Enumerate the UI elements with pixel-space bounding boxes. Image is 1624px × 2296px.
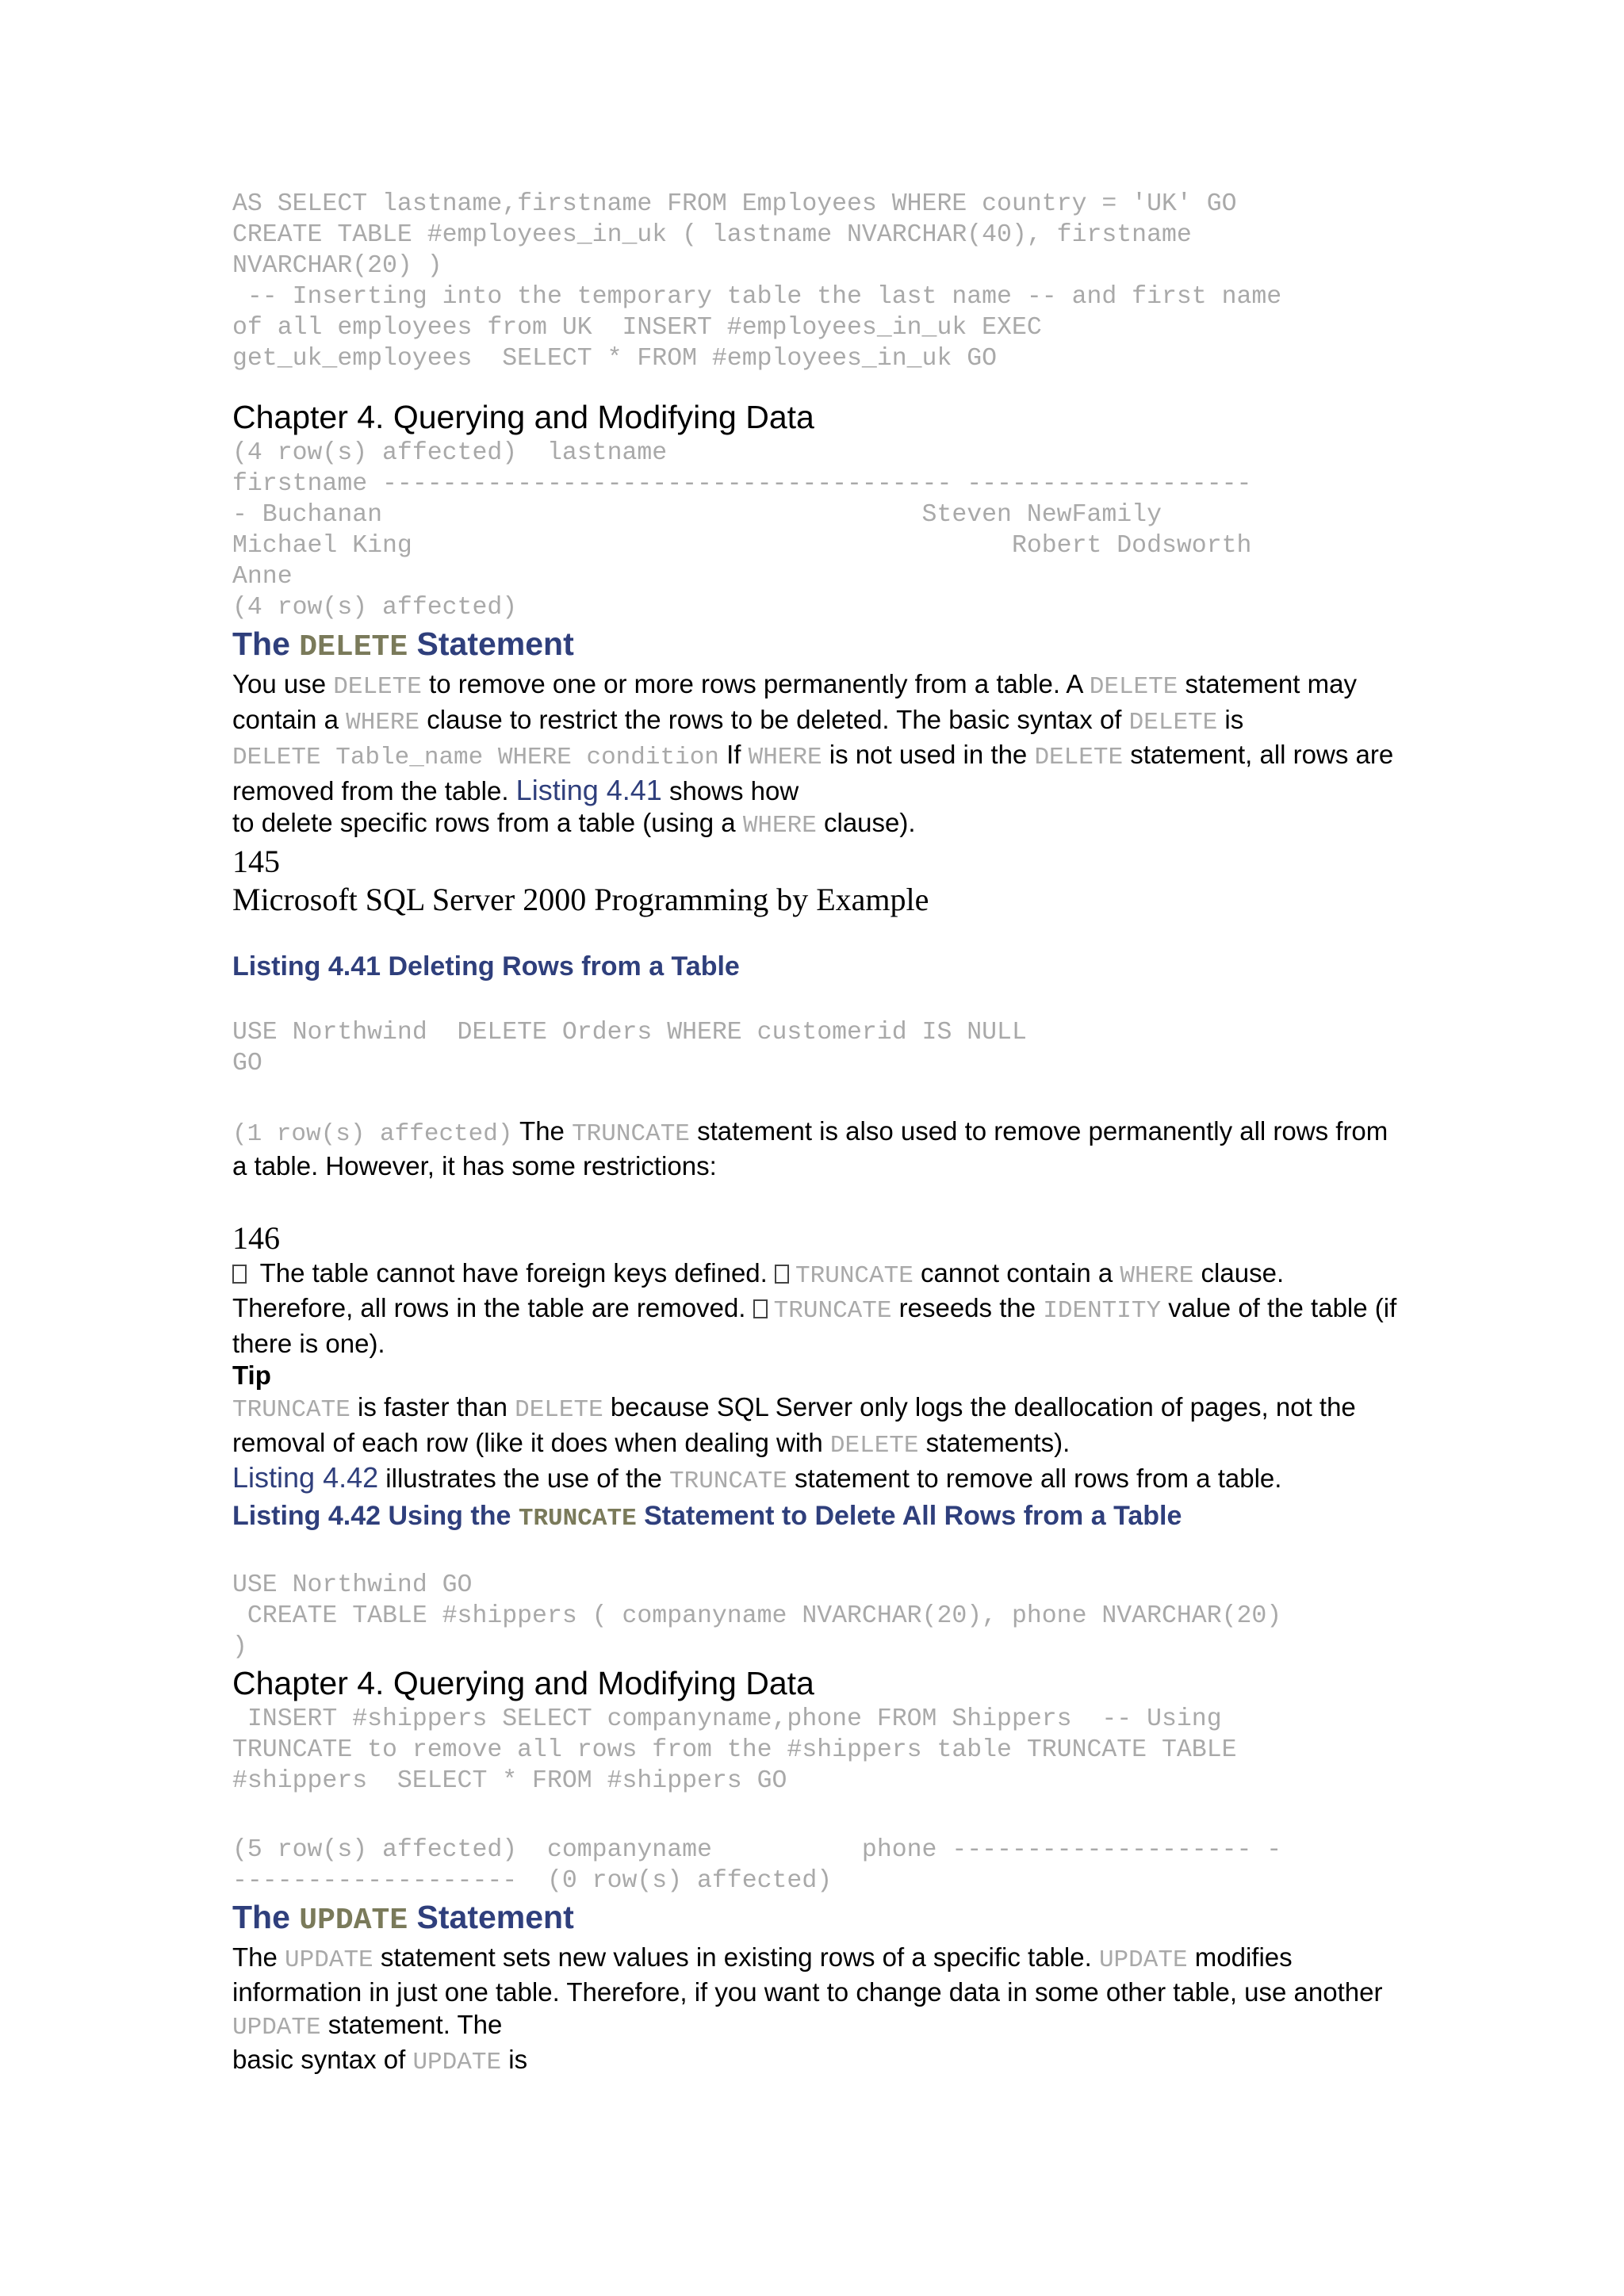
listing-4-42-code: USE Northwind GO CREATE TABLE #shippers ( companyname NVARCHAR(20), phone NVARCHAR(20) ): [232, 1571, 1282, 1661]
truncate-intro: (1 row(s) affected) The TRUNCATE statement is also used to remove permanently all rows from a table. However, it has some restrictions:: [232, 1115, 1388, 1181]
listing-4-42-link[interactable]: Listing 4.42: [232, 1461, 379, 1494]
chapter-header: Chapter 4. Querying and Modifying Data: [232, 1664, 814, 1701]
bullet-box-icon: [753, 1299, 768, 1318]
document-page: [232, 189, 1398, 2080]
bullet-box-icon: [232, 1265, 247, 1284]
chapter-header: Chapter 4. Querying and Modifying Data: [232, 399, 814, 435]
book-title: Microsoft SQL Server 2000 Programming by Example: [232, 881, 929, 917]
page-number: 145: [232, 843, 280, 879]
tip-text: TRUNCATE is faster than DELETE because SQL Server only logs the deallocation of pages, not the removal of each row (like it does when dealing with DELETE statements).: [232, 1392, 1356, 1460]
listing-4-41-link[interactable]: Listing 4.41: [515, 773, 662, 806]
listing-4-42-title: Listing 4.42 Using the TRUNCATE Statement to Delete All Rows from a Table: [232, 1500, 1182, 1533]
bullet-box-icon: [775, 1265, 789, 1284]
listing-4-41-code: USE Northwind DELETE Orders WHERE customerid IS NULL GO: [232, 1018, 1027, 1077]
listing-4-41-title: Listing 4.41 Deleting Rows from a Table: [232, 951, 740, 982]
delete-paragraph: You use DELETE to remove one or more rows permanently from a table. A DELETE statement may contain a WHERE clause to restrict the rows to be deleted. The basic syntax of DELETE is DELETE Table_name WHERE condition If WHERE is not used in the DELETE statement, all rows are removed from the table. Listing 4.41 shows how to delete specific rows from a table (using a WHERE clause).: [232, 669, 1394, 840]
update-section-title: The UPDATE Statement: [232, 1898, 574, 1938]
update-paragraph: The UPDATE statement sets new values in existing rows of a specific table. UPDATE modifies information in just one table. Therefore, if you want to change data in some other table, use another UPDATE statement. The basic syntax of UPDATE is: [232, 1942, 1383, 2076]
listing-4-42-reference: Listing 4.42 illustrates the use of the TRUNCATE statement to remove all rows from a table.: [232, 1461, 1282, 1495]
page-number: 146: [232, 1219, 280, 1256]
tip-label: Tip: [232, 1360, 271, 1390]
code-block-employees: AS SELECT lastname,firstname FROM Employees WHERE country = 'UK' GO CREATE TABLE #employees_in_uk ( lastname NVARCHAR(40), firstname NVARCHAR(20) ) -- Inserting into the temporary table the last name -- and first name of all employees from UK INSERT #employees_in_uk EXEC get_uk_employees SELECT * FROM #employees_in_uk GO: [232, 190, 1282, 373]
output-block-employees: (4 row(s) affected) lastname firstname -------------------------------------- ------------------- - Buchanan Steven NewFamily Michael King Robert Dodsworth Anne (4 row(s) affected): [232, 439, 1252, 622]
delete-section-title: The DELETE Statement: [232, 626, 574, 664]
truncate-restrictions: The table cannot have foreign keys defined. TRUNCATE cannot contain a WHERE clause. Therefore, all rows in the table are removed. TRUNCATE reseeds the IDENTITY value of the table (if there is one).: [232, 1257, 1397, 1358]
listing-4-42-output: (5 row(s) affected) companyname phone -------------------- - ------------------- (0 row(s) affected): [232, 1835, 1282, 1895]
listing-4-42-code-continued: INSERT #shippers SELECT companyname,phone FROM Shippers -- Using TRUNCATE to remove all rows from the #shippers table TRUNCATE TABLE #shippers SELECT * FROM #shippers GO: [232, 1705, 1237, 1795]
